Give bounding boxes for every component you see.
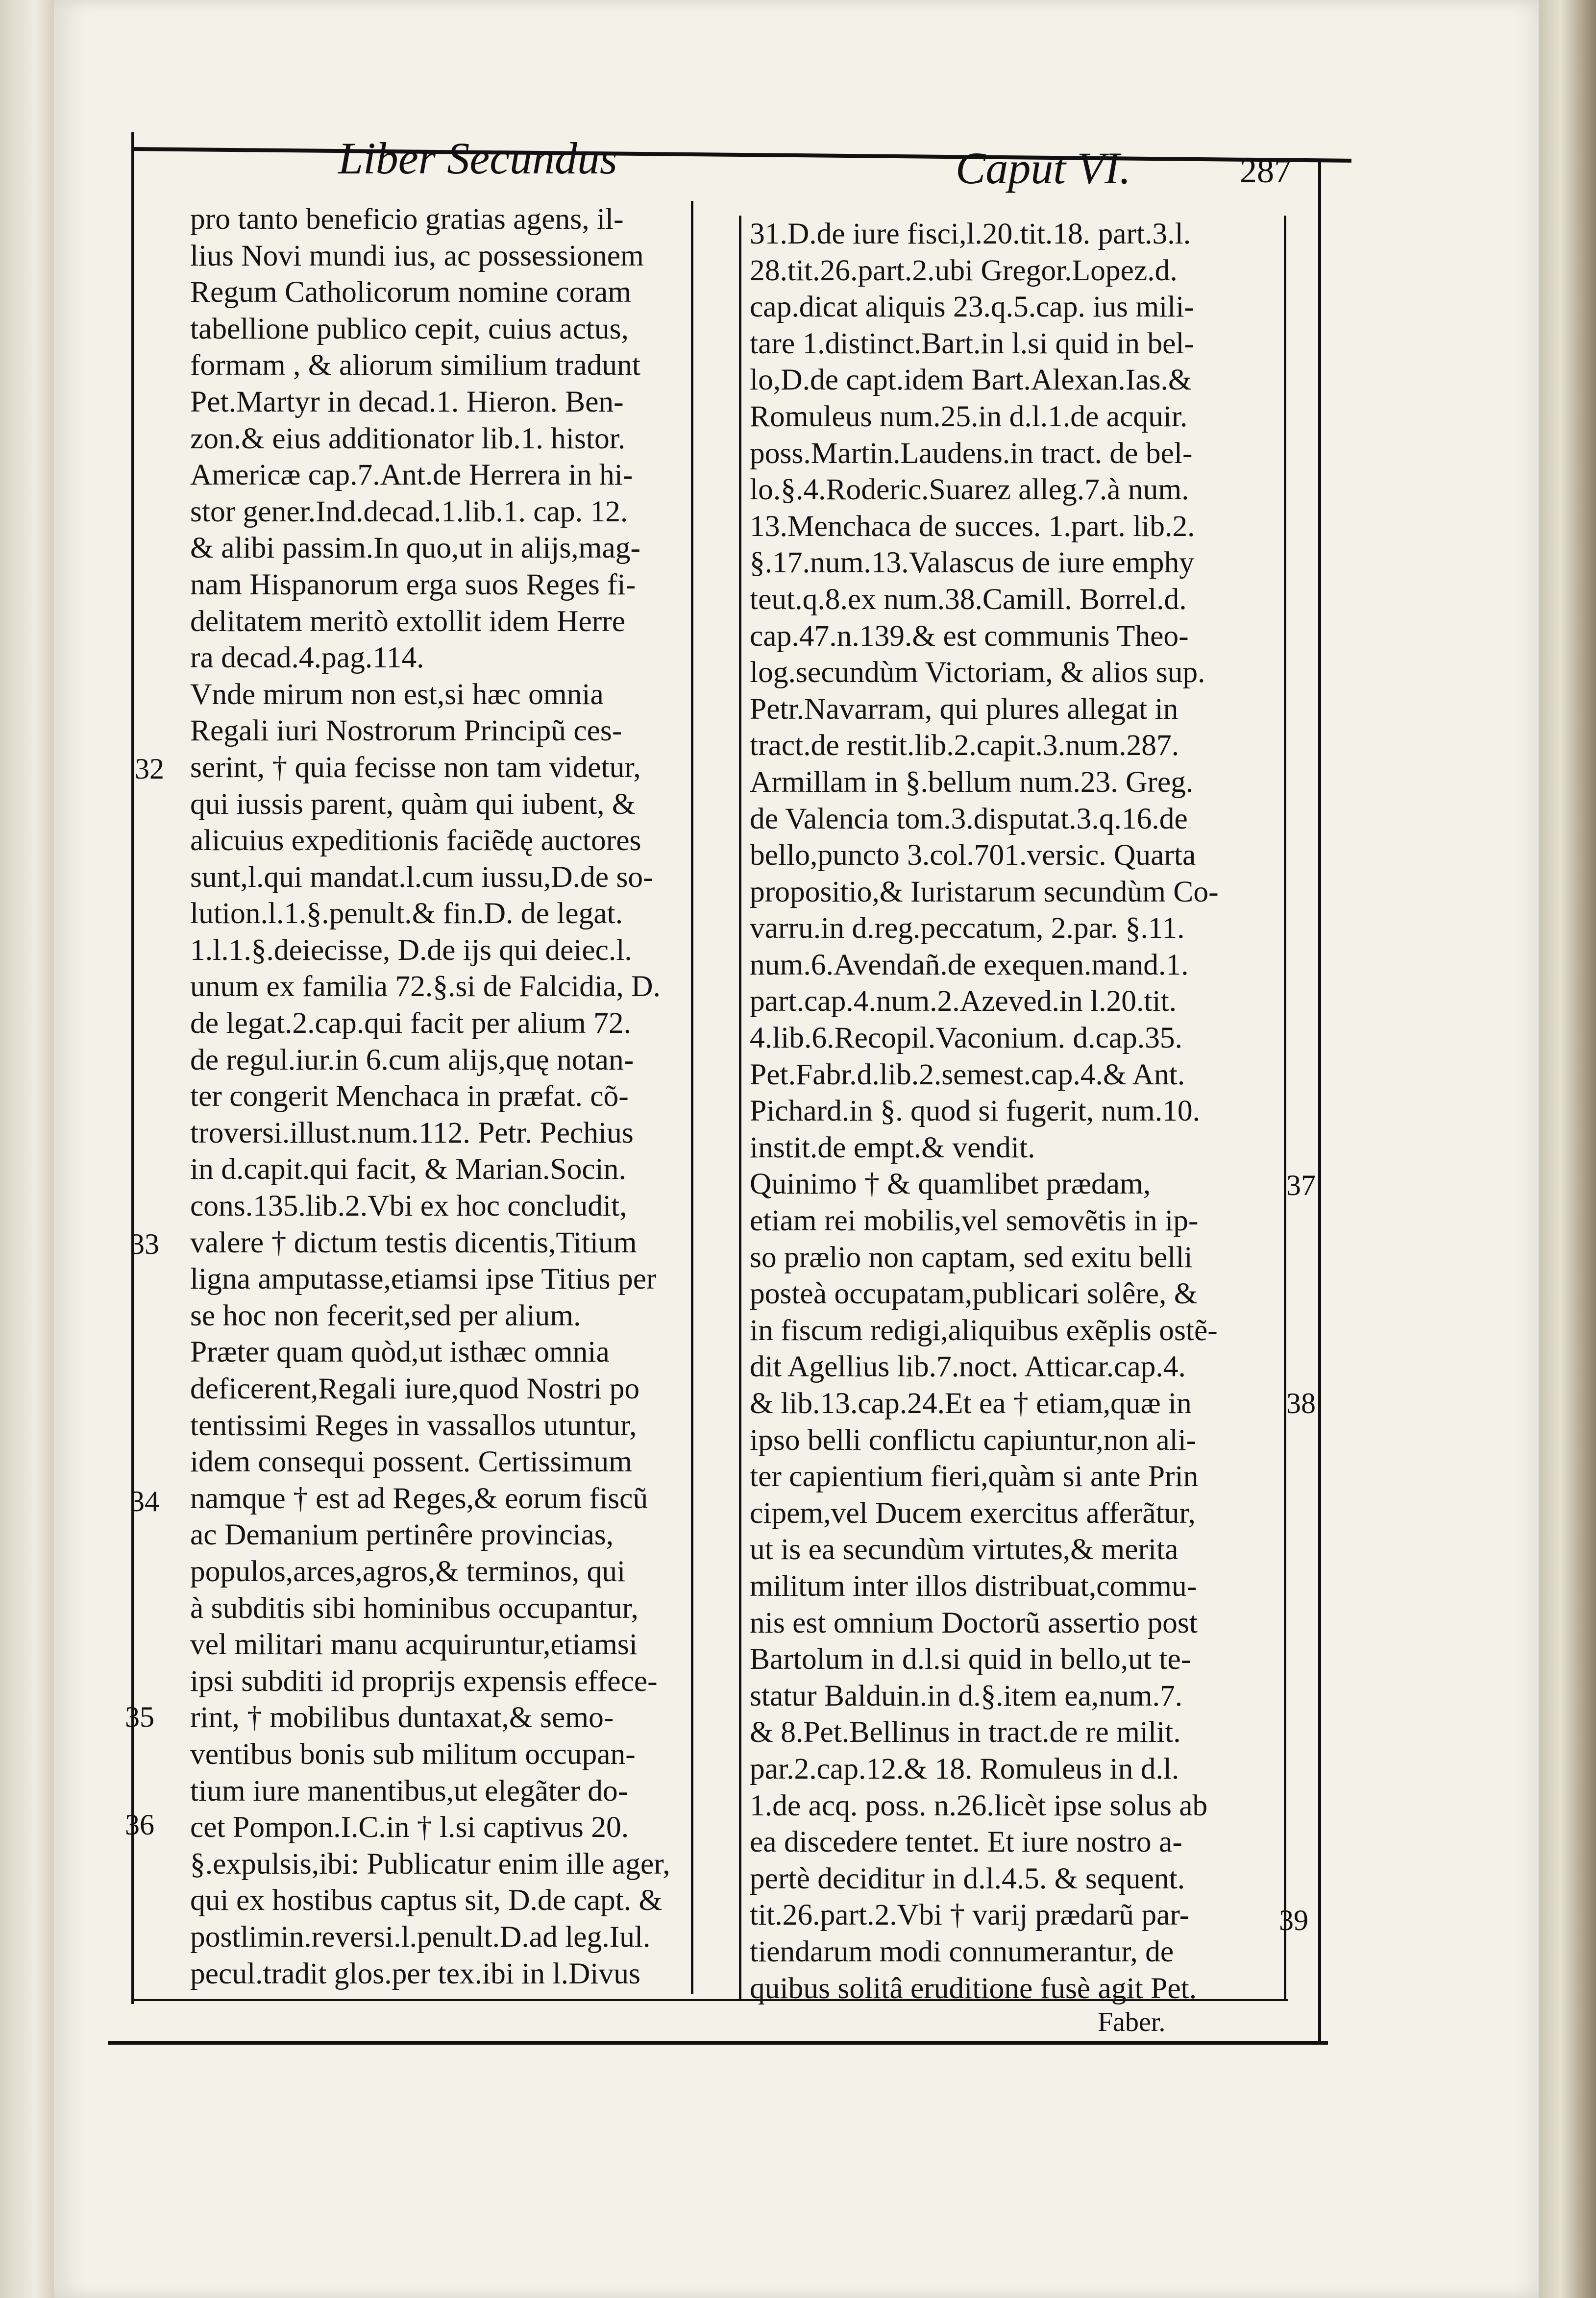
text-line: se hoc non fecerit,sed per alium. [190,1298,581,1332]
text-line: ipsi subditi id proprijs expensis effece- [190,1664,658,1698]
text-line: de Valencia tom.3.disputat.3.q.16.de [750,802,1188,835]
text-line: quibus solitâ eruditione fusè agit Pet. [750,1971,1197,2005]
text-line: Romuleus num.25.in d.l.1.de acquir. [750,399,1188,433]
text-line: Armillam in §.bellum num.23. Greg. [750,765,1194,799]
text-line: qui iussis parent, quàm qui iubent, & [190,787,636,821]
text-line: stor gener.Ind.decad.1.lib.1. cap. 12. [190,494,628,528]
text-line: cap.dicat aliquis 23.q.5.cap. ius mili- [750,290,1194,324]
text-line: Regum Catholicorum nomine coram [190,275,632,309]
text-line: populos,arces,agros,& terminos, qui [190,1554,626,1588]
text-line: tentissimi Reges in vassallos utuntur, [190,1408,637,1442]
text-line: serint, † quia fecisse non tam videtur, [190,750,641,784]
text-line: in fiscum redigi,aliquibus exẽplis ostẽ- [750,1313,1218,1347]
text-line: dit Agellius lib.7.noct. Atticar.cap.4. [750,1350,1186,1384]
text-line: 13.Menchaca de succes. 1.part. lib.2. [750,509,1195,543]
text-line: cons.135.lib.2.Vbi ex hoc concludit, [190,1189,627,1223]
text-line: teut.q.8.ex num.38.Camill. Borrel.d. [750,582,1187,616]
text-line: postlimin.reversi.l.penult.D.ad leg.Iul. [190,1920,651,1954]
text-line: Americæ cap.7.Ant.de Herrera in hi- [190,458,633,492]
text-line: lution.l.1.§.penult.& fin.D. de legat. [190,897,623,930]
right-page-edge [1537,0,1596,2298]
text-line: zon.& eius additionator lib.1. histor. [190,421,626,455]
text-line: ter capientium fieri,quàm si ante Prin [750,1460,1199,1493]
text-line: lius Novi mundi ius, ac possessionem [190,239,644,272]
text-line: ipso belli conflictu capiuntur,non ali- [750,1423,1197,1457]
column-divider-left [691,201,693,1994]
text-line: namque † est ad Reges,& eorum fiscũ [190,1481,648,1515]
text-line: num.6.Avendañ.de exequen.mand.1. [750,948,1189,981]
text-line: Pichard.in §. quod si fugerit, num.10. [750,1094,1200,1128]
text-line: bello,puncto 3.col.701.versic. Quarta [750,838,1196,872]
header-chapter-title: Caput VI. [956,143,1131,193]
text-line: à subditis sibi hominibus occupantur, [190,1591,638,1625]
text-line: instit.de empt.& vendit. [750,1130,1035,1164]
text-line: idem consequi possent. Certissimum [190,1445,632,1479]
text-line: pecul.tradit glos.per tex.ibi in l.Divus [190,1956,640,1990]
left-text-column [190,201,690,1992]
text-line: formam , & aliorum similium tradunt [190,348,640,382]
text-line: Pet.Fabr.d.lib.2.semest.cap.4.& Ant. [750,1057,1185,1091]
text-line: varru.in d.reg.peccatum, 2.par. §.11. [750,911,1185,945]
column-divider-right [739,216,741,1999]
text-line: valere † dictum testis dicentis,Titium [190,1225,637,1259]
text-line: nam Hispanorum erga suos Reges fi- [190,567,636,601]
text-line: §.expulsis,ibi: Publicatur enim ille ager, [190,1847,670,1881]
text-line: deficerent,Regali iure,quod Nostri po [190,1372,640,1405]
text-line: alicuius expeditionis faciẽdę auctores [190,824,641,857]
text-line: cipem,vel Ducem exercitus afferãtur, [750,1496,1196,1530]
text-line: Pet.Martyr in decad.1. Hieron. Ben- [190,385,624,418]
catchword: Faber. [1098,2007,1166,2037]
text-line: delitatem meritò extollit idem Herre [190,604,626,638]
text-line: troversi.illust.num.112. Petr. Pechius [190,1116,634,1149]
right-text-column [750,216,1284,2006]
text-line: nis est omnium Doctorũ assertio post [750,1606,1198,1639]
text-line: 4.lib.6.Recopil.Vaconium. d.cap.35. [750,1021,1183,1055]
margin-number-33: 33 [130,1228,159,1260]
text-line: militum inter illos distribuat,commu- [750,1569,1197,1603]
text-line: propositio,& Iuristarum secundùm Co- [750,875,1219,908]
text-line: log.secundùm Victoriam, & alios sup. [750,656,1205,689]
text-line: par.2.cap.12.& 18. Romuleus in d.l. [750,1752,1179,1785]
text-line: ac Demanium pertinêre provincias, [190,1518,614,1552]
text-line: Vnde mirum non est,si hæc omnia [190,677,604,711]
text-line: 1.de acq. poss. n.26.licèt ipse solus ab [750,1788,1208,1822]
text-line: vel militari manu acquiruntur,etiamsi [190,1628,638,1662]
margin-number-32: 32 [135,753,164,785]
margin-number-38: 38 [1286,1387,1316,1419]
text-line: tiendarum modi connumerantur, de [750,1934,1174,1968]
text-line: cet Pompon.I.C.in † l.si captivus 20. [190,1810,629,1844]
text-line: de regul.iur.in 6.cum alijs,quę notan- [190,1043,634,1076]
text-line: statur Balduin.in d.§.item ea,num.7. [750,1679,1183,1712]
header-book-title: Liber Secundus [338,133,617,183]
text-line: tare 1.distinct.Bart.in l.si quid in bel- [750,326,1194,360]
text-line: 31.D.de iure fisci,l.20.tit.18. part.3.l. [750,217,1191,250]
text-line: in d.capit.qui facit, & Marian.Socin. [190,1152,626,1186]
text-line: Præter quam quòd,ut isthæc omnia [190,1335,610,1369]
text-line: lo.§.4.Roderic.Suarez alleg.7.à num. [750,473,1189,507]
text-line: tract.de restit.lib.2.capit.3.num.287. [750,729,1179,762]
right-frame-rule [1318,162,1321,2043]
right-column-rule [1284,216,1286,1999]
text-line: §.17.num.13.Valascus de iure emphy [750,546,1194,580]
text-line: cap.47.n.139.& est communis Theo- [750,619,1189,653]
margin-number-39: 39 [1279,1904,1308,1936]
text-line: tium iure manentibus,ut elegãter do- [190,1774,628,1808]
text-line: rint, † mobilibus duntaxat,& semo- [190,1701,614,1735]
text-line: Regali iuri Nostrorum Principũ ces- [190,714,622,748]
text-line: ra decad.4.pag.114. [190,641,424,675]
text-line: & lib.13.cap.24.Et ea † etiam,quæ in [750,1387,1192,1420]
text-line: tabellione publico cepit, cuius actus, [190,312,629,345]
text-line: poss.Martin.Laudens.in tract. de bel- [750,436,1193,470]
left-page-edge [0,0,59,2298]
text-line: qui ex hostibus captus sit, D.de capt. & [190,1883,663,1917]
text-line: Petr.Navarram, qui plures allegat in [750,692,1179,726]
text-line: Bartolum in d.l.si quid in bello,ut te- [750,1642,1191,1676]
running-header [83,132,1357,196]
text-line: sunt,l.qui mandat.l.cum iussu,D.de so- [190,860,653,894]
text-line: ter congerit Menchaca in præfat. cõ- [190,1079,629,1113]
text-line: tit.26.part.2.Vbi † varij prædarũ par- [750,1898,1190,1932]
text-line: so prælio non captam, sed exitu belli [750,1240,1193,1274]
margin-number-34: 34 [130,1485,159,1517]
text-line: etiam rei mobilis,vel semovẽtis in ip- [750,1204,1199,1238]
text-line: ventibus bonis sub militum occupan- [190,1737,636,1771]
text-line: & alibi passim.In quo,ut in alijs,mag- [190,531,640,565]
text-line: unum ex familia 72.§.si de Falcidia, D. [190,970,661,1003]
margin-number-35: 35 [125,1701,154,1733]
text-line: ligna amputasse,etiamsi ipse Titius per [190,1262,657,1296]
text-line: pertè deciditur in d.l.4.5. & sequent. [750,1861,1185,1895]
margin-number-37: 37 [1286,1169,1316,1201]
text-line: 28.tit.26.part.2.ubi Gregor.Lopez.d. [750,253,1178,287]
margin-number-36: 36 [125,1809,154,1841]
text-line: pro tanto beneficio gratias agens, il- [190,202,624,236]
footer-rule [108,2041,1328,2045]
text-line: 1.l.1.§.deiecisse, D.de ijs qui deiec.l. [190,933,632,967]
text-line: de legat.2.cap.qui facit per alium 72. [190,1006,631,1040]
page-number: 287 [1240,152,1291,190]
text-line: lo,D.de capt.idem Bart.Alexan.Ias.& [750,363,1192,397]
text-line: & 8.Pet.Bellinus in tract.de re milit. [750,1715,1181,1749]
text-line: ut is ea secundùm virtutes,& merita [750,1533,1179,1566]
text-line: part.cap.4.num.2.Azeved.in l.20.tit. [750,984,1177,1018]
text-line: ea discedere tentet. Et iure nostro a- [750,1825,1182,1859]
text-line: posteà occupatam,publicari solêre, & [750,1277,1198,1311]
text-line: Quinimo † & quamlibet prædam, [750,1167,1151,1201]
